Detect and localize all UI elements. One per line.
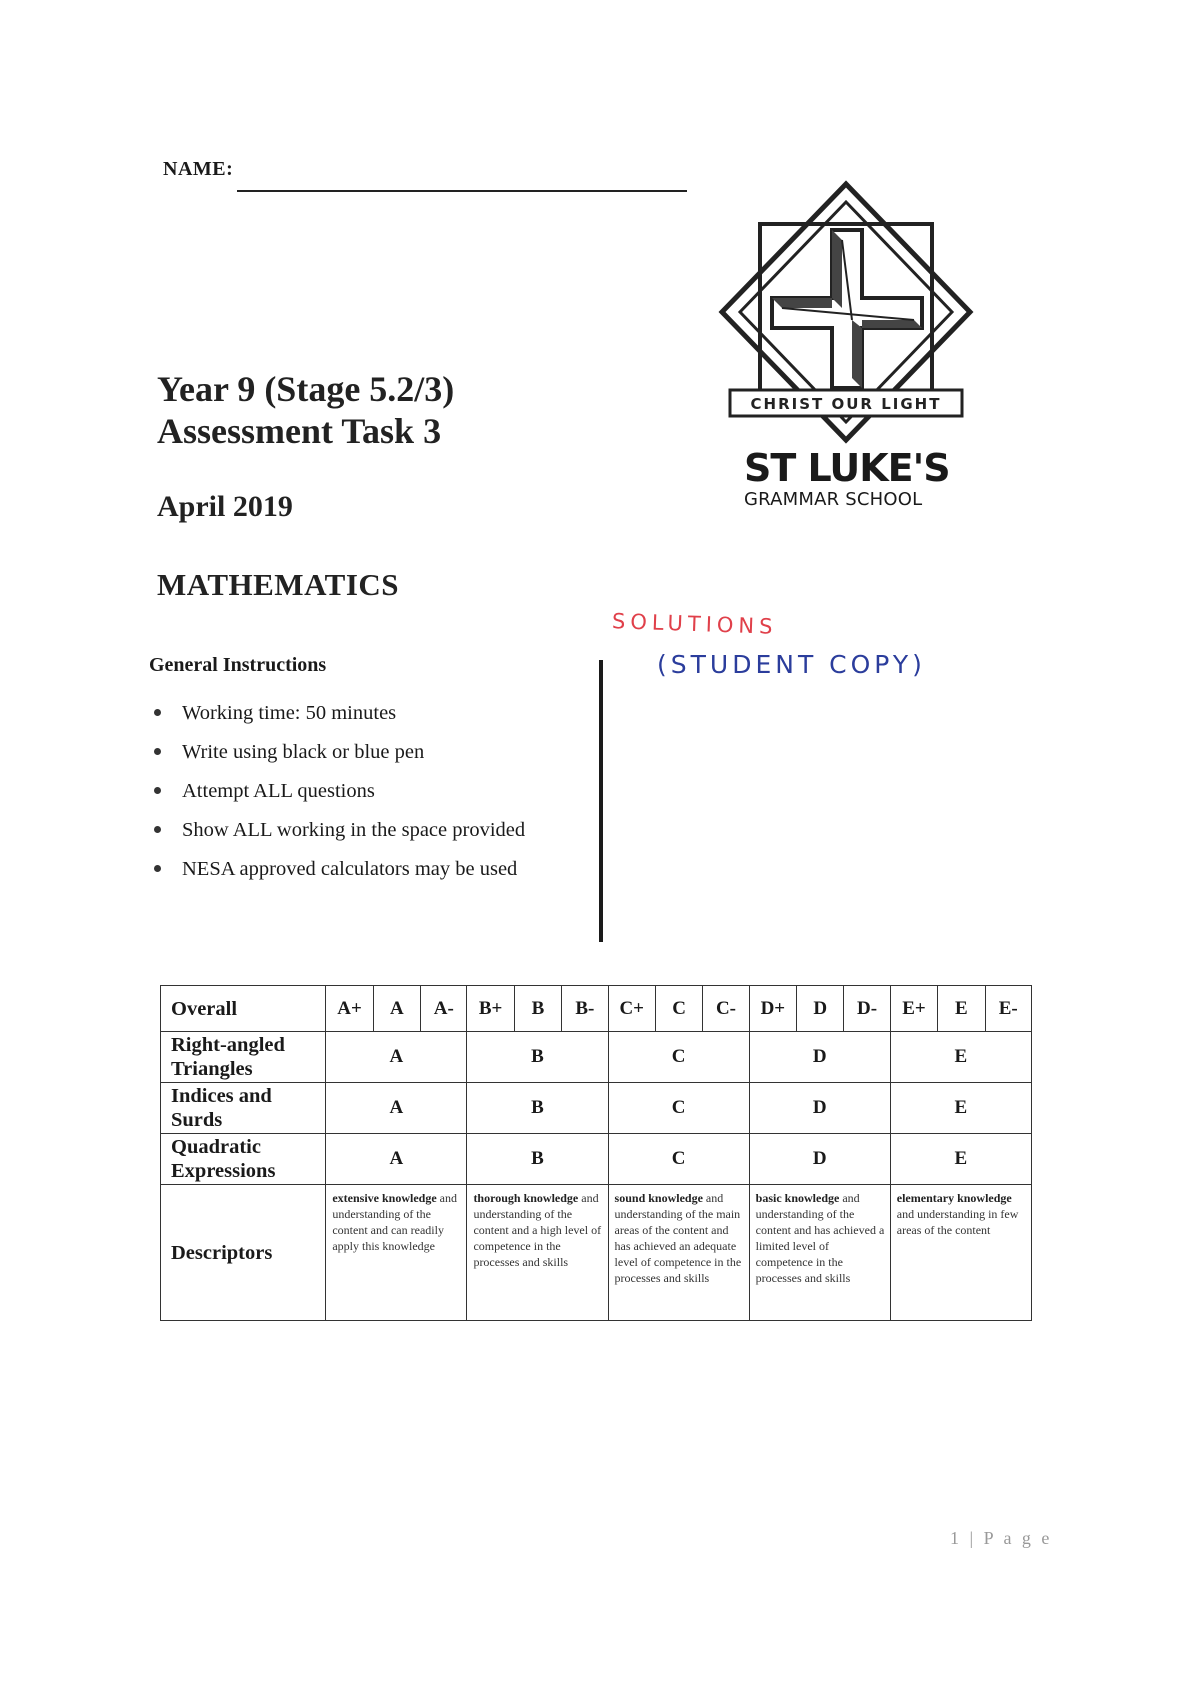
descriptor-cell: basic knowledge and understanding of the content and has achieved a limited level of competence in the processes and skills (749, 1185, 890, 1321)
page-number: 1 (950, 1528, 962, 1548)
table-row (161, 986, 1032, 1032)
topic-label: Indices and Surds (161, 1083, 326, 1134)
grade-cell: A (373, 986, 420, 1032)
descriptor-cell: thorough knowledge and understanding of the content and a high level of competence in the processes and skills (467, 1185, 608, 1321)
school-subname: GRAMMAR SCHOOL (744, 489, 923, 510)
bullet-icon (154, 748, 161, 755)
name-label: NAME: (163, 158, 234, 180)
page-label: | P a g e (969, 1528, 1053, 1548)
band-cell: E (890, 1032, 1031, 1083)
descriptors-label: Descriptors (161, 1185, 326, 1321)
band-cell: C (608, 1134, 749, 1185)
band-cell: D (749, 1134, 890, 1185)
assessment-task-heading: Assessment Task 3 (157, 411, 442, 451)
bullet-icon (154, 865, 161, 872)
table-row (161, 1134, 1032, 1185)
list-item: Attempt ALL questions (148, 778, 525, 817)
descriptor-cell: extensive knowledge and understanding of the content and can readily apply this knowledge (326, 1185, 467, 1321)
list-item: Show ALL working in the space provided (148, 817, 525, 856)
list-item: Write using black or blue pen (148, 739, 525, 778)
bullet-icon (154, 709, 161, 716)
descriptor-cell: elementary knowledge and understanding in few areas of the content (890, 1185, 1031, 1321)
instructions-list (148, 700, 525, 895)
grade-cell: B- (562, 986, 608, 1032)
handwritten-solutions: SOLUTIONS (611, 609, 778, 639)
topic-label: Quadratic Expressions (161, 1134, 326, 1185)
band-cell: E (890, 1134, 1031, 1185)
grade-cell: A+ (326, 986, 373, 1032)
overall-label: Overall (161, 986, 326, 1032)
grade-cell: D- (844, 986, 890, 1032)
table-row (161, 1032, 1032, 1083)
grade-cell: E (938, 986, 985, 1032)
grade-cell: A- (421, 986, 467, 1032)
school-name: ST LUKE'S (744, 446, 950, 490)
grade-cell: B (514, 986, 561, 1032)
grade-cell: D (797, 986, 844, 1032)
exam-date: April 2019 (157, 490, 293, 523)
margin-bar (599, 660, 603, 942)
band-cell: E (890, 1083, 1031, 1134)
subject-heading: MATHEMATICS (157, 567, 400, 602)
instructions-heading: General Instructions (149, 654, 327, 676)
grade-cell: B+ (467, 986, 514, 1032)
bullet-icon (154, 787, 161, 794)
band-cell: B (467, 1083, 608, 1134)
table-row (161, 1185, 1032, 1321)
grade-cell: E+ (890, 986, 937, 1032)
page-footer (950, 1528, 1052, 1549)
grade-table (160, 985, 1032, 1321)
topic-label: Right-angled Triangles (161, 1032, 326, 1083)
descriptor-cell: sound knowledge and understanding of the main areas of the content and has achieved an adequate level of competence in the processes and skills (608, 1185, 749, 1321)
name-field-line[interactable] (237, 190, 687, 192)
grade-cell: E- (985, 986, 1031, 1032)
band-cell: C (608, 1032, 749, 1083)
grade-cell: C (655, 986, 702, 1032)
grade-cell: C- (703, 986, 749, 1032)
band-cell: A (326, 1032, 467, 1083)
crest-motto: CHRIST OUR LIGHT (750, 395, 942, 413)
grade-cell: D+ (749, 986, 796, 1032)
year-stage-heading: Year 9 (Stage 5.2/3) (157, 369, 455, 409)
band-cell: D (749, 1032, 890, 1083)
band-cell: B (467, 1134, 608, 1185)
band-cell: D (749, 1083, 890, 1134)
table-row (161, 1083, 1032, 1134)
band-cell: B (467, 1032, 608, 1083)
list-item: Working time: 50 minutes (148, 700, 525, 739)
handwritten-student-copy: (STUDENT COPY) (657, 650, 926, 679)
bullet-icon (154, 826, 161, 833)
band-cell: A (326, 1083, 467, 1134)
band-cell: A (326, 1134, 467, 1185)
list-item: NESA approved calculators may be used (148, 856, 525, 895)
band-cell: C (608, 1083, 749, 1134)
grade-cell: C+ (608, 986, 655, 1032)
